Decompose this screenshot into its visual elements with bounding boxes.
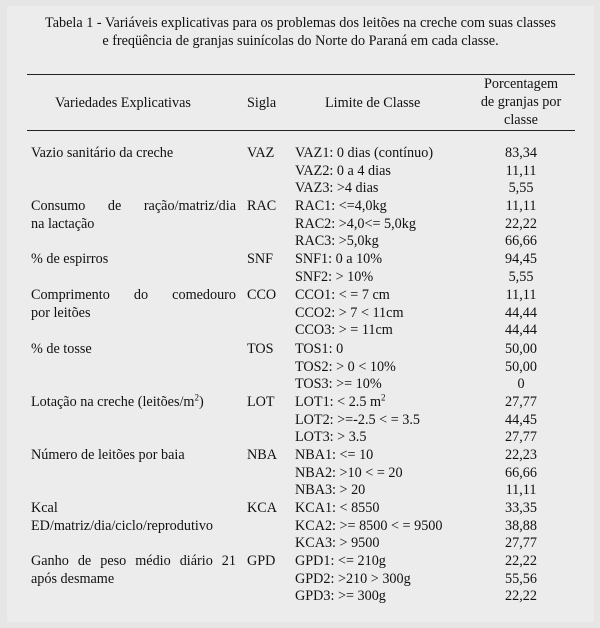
percent-cell: 22,23 <box>505 447 537 463</box>
variable-line-2: por leitões <box>31 304 91 321</box>
class-cell <box>295 394 386 412</box>
class-cell: NBA3: > 20 <box>295 482 366 499</box>
percent-cell: 27,77 <box>505 429 537 446</box>
variable-cell <box>31 447 236 465</box>
percent-cell: 38,88 <box>505 517 537 534</box>
variable-text: Lotação na creche (leitões/m <box>31 394 195 410</box>
variable-cell <box>31 251 236 269</box>
class-cell: VAZ2: 0 a 4 dias <box>295 162 391 179</box>
class-cell: SNF1: 0 a 10% <box>295 251 383 267</box>
variable-cell <box>31 394 236 412</box>
percent-cell: 5,55 <box>508 180 534 197</box>
class-cell: NBA2: >10 < = 20 <box>295 464 403 481</box>
variable-line-1: Número de leitões por baia <box>31 447 185 463</box>
percent-cell: 22,22 <box>505 553 537 569</box>
header-rule <box>27 130 575 131</box>
sigla-cell: RAC <box>247 198 277 214</box>
sigla-cell: SNF <box>247 251 274 267</box>
superscript: 2 <box>194 392 199 403</box>
sigla-cell: VAZ <box>247 145 275 161</box>
sigla-cell: NBA <box>247 447 277 463</box>
percent-cell: 27,77 <box>505 535 537 552</box>
class-cell: RAC1: <=4,0kg <box>295 198 387 214</box>
percent-cell: 66,66 <box>505 233 537 250</box>
header-percent-l1: Porcentagem <box>483 76 559 92</box>
header-percent-l3: classe <box>504 112 538 128</box>
variable-cell <box>31 341 236 359</box>
percent-cell: 11,11 <box>505 162 537 179</box>
variable-line-2: após desmame <box>31 570 115 587</box>
percent-cell: 44,44 <box>505 304 537 321</box>
class-cell: LOT3: > 3.5 <box>295 429 367 446</box>
caption-line-2: e freqüência de granjas suinícolas do Norte do Paraná em cada classe. <box>102 33 499 49</box>
percent-cell: 83,34 <box>505 145 537 161</box>
class-cell: TOS3: >= 10% <box>295 376 382 393</box>
class-cell: SNF2: > 10% <box>295 268 374 285</box>
sigla-cell: KCA <box>247 500 277 516</box>
variable-cell <box>31 145 236 163</box>
header-sigla: Sigla <box>247 95 277 111</box>
variable-line-1: % de espirros <box>31 251 109 267</box>
percent-cell: 11,11 <box>505 482 537 499</box>
class-cell: CCO3: > = 11cm <box>295 322 393 339</box>
percent-cell: 94,45 <box>505 251 537 267</box>
class-cell: CCO1: < = 7 cm <box>295 287 390 303</box>
sigla-cell: GPD <box>247 553 276 569</box>
percent-cell: 11,11 <box>505 198 537 214</box>
percent-cell: 5,55 <box>508 268 534 285</box>
class-cell: RAC3: >5,0kg <box>295 233 379 250</box>
percent-cell: 50,00 <box>505 358 537 375</box>
class-cell: NBA1: <= 10 <box>295 447 374 463</box>
percent-cell: 0 <box>517 376 525 393</box>
class-cell: GPD3: >= 300g <box>295 588 386 605</box>
sigla-cell: TOS <box>247 341 274 357</box>
percent-cell: 27,77 <box>505 394 537 410</box>
variable-text-end: ) <box>198 394 204 410</box>
variable-cell <box>31 500 236 535</box>
class-cell: CCO2: > 7 < 11cm <box>295 304 404 321</box>
variable-cell <box>31 553 236 588</box>
class-cell: GPD1: <= 210g <box>295 553 386 569</box>
percent-cell: 66,66 <box>505 464 537 481</box>
table-page <box>7 6 594 622</box>
percent-cell: 33,35 <box>505 500 537 516</box>
class-cell: KCA3: > 9500 <box>295 535 380 552</box>
header-percent-l2: de granjas por <box>480 94 562 110</box>
header-variable: Variedades Explicativas <box>55 95 191 111</box>
sigla-cell: CCO <box>247 287 277 303</box>
class-cell: VAZ1: 0 dias (contínuo) <box>295 145 434 161</box>
variable-line-1: Kcal <box>31 500 58 516</box>
class-cell: LOT2: >=-2.5 < = 3.5 <box>295 411 420 428</box>
header-percent <box>475 75 567 129</box>
variable-line-1: Consumo de ração/matriz/dia <box>31 198 236 214</box>
percent-cell: 50,00 <box>505 341 537 357</box>
table-caption <box>7 14 594 50</box>
class-cell: KCA2: >= 8500 < = 9500 <box>295 517 443 534</box>
percent-cell: 22,22 <box>505 215 537 232</box>
variable-line-1: Vazio sanitário da creche <box>31 145 174 161</box>
variable-line-2: ED/matriz/dia/ciclo/reprodutivo <box>31 517 214 534</box>
variable-line-1: Comprimento do comedouro <box>31 287 236 303</box>
variable-line-1: % de tosse <box>31 341 92 357</box>
class-text: LOT1: < 2.5 m <box>295 394 382 410</box>
variable-cell <box>31 198 236 233</box>
percent-cell: 55,56 <box>505 570 537 587</box>
percent-cell: 11,11 <box>505 287 537 303</box>
caption-line-1: Tabela 1 - Variáveis explicativas para os problemas dos leitões na creche com suas classes <box>45 15 556 31</box>
header-limit: Limite de Classe <box>325 95 421 111</box>
variable-line-2: na lactação <box>31 215 95 232</box>
superscript: 2 <box>381 392 386 403</box>
percent-cell: 44,44 <box>505 322 537 339</box>
class-cell: TOS1: 0 <box>295 341 344 357</box>
class-cell: GPD2: >210 > 300g <box>295 570 411 587</box>
percent-cell: 44,45 <box>505 411 537 428</box>
class-cell: RAC2: >4,0<= 5,0kg <box>295 215 416 232</box>
class-cell: TOS2: > 0 < 10% <box>295 358 396 375</box>
percent-cell: 22,22 <box>505 588 537 605</box>
sigla-cell: LOT <box>247 394 275 410</box>
variable-cell <box>31 287 236 322</box>
variable-line-1 <box>31 394 236 412</box>
class-cell: KCA1: < 8550 <box>295 500 380 516</box>
variable-line-1: Ganho de peso médio diário 21 <box>31 553 236 569</box>
class-cell: VAZ3: >4 dias <box>295 180 379 197</box>
